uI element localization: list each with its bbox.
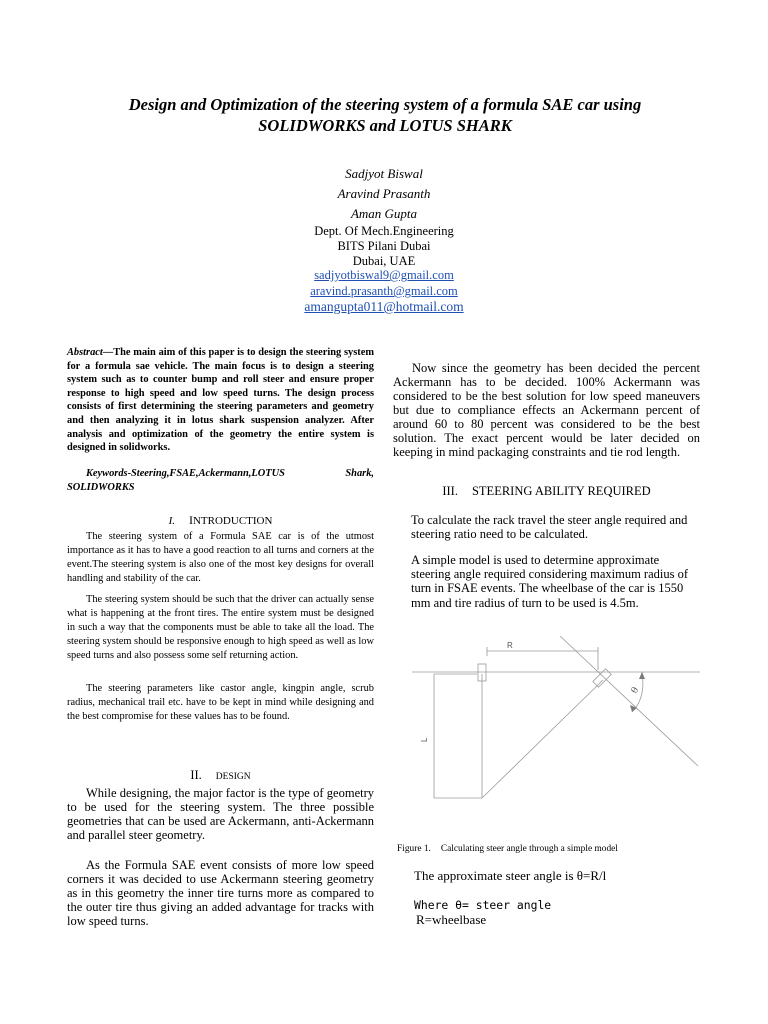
figure-number: Figure 1.	[397, 844, 431, 854]
section-title-initial: I	[188, 513, 193, 527]
section-title: DESIGN	[215, 772, 251, 782]
abstract	[67, 346, 374, 455]
figure-caption	[397, 844, 618, 854]
design-paragraph-1: While designing, the major factor is the type of geometry to be used for the steering system. The three possible geometries that can be used are Ackermann, anti-Ackermann and parallel steer geometry.	[67, 786, 374, 842]
where-line: Where θ= steer angle	[414, 898, 552, 912]
paper-title: Design and Optimization of the steering system of a formula SAE car using SOLIDWORKS and LOTUS SHARK	[128, 95, 642, 135]
intro-paragraph-3: The steering parameters like castor angle, kingpin angle, scrub radius, mechanical trail etc. have to be kept in mind while designing and the best compromise for these values has to be found.	[67, 683, 374, 722]
email-link-2[interactable]: aravind.prasanth@gmail.com	[310, 284, 458, 298]
steer-angle-diagram	[410, 636, 702, 832]
author-2: Aravind Prasanth	[337, 186, 431, 201]
label-l: L	[420, 737, 429, 742]
figure-caption-text: Calculating steer angle through a simple model	[440, 844, 618, 854]
keywords: Keywords-Steering,FSAE,Ackermann,LOTUS Shark, SOLIDWORKS	[67, 468, 374, 493]
section-heading-steering	[393, 484, 700, 499]
section-number: II.	[190, 768, 202, 782]
arrow-head-top	[639, 672, 645, 679]
author-3: Aman Gupta	[350, 206, 418, 221]
affiliation-dept: Dept. Of Mech.Engineering	[314, 224, 454, 238]
section-title-rest: NTRODUCTION	[192, 515, 273, 527]
affiliation-city: Dubai, UAE	[352, 254, 416, 268]
section-number: III.	[442, 484, 458, 498]
abstract-lead: Abstract	[67, 347, 103, 358]
email-link-1[interactable]: sadjyotbiswal9@gmail.com	[314, 268, 454, 282]
ackermann-paragraph: Now since the geometry has been decided the percent Ackermann has to be decided. 100% Ackermann was considered to be the best solution for low speed maneuvers but due to compliance effects an Ackermann percent of around 60 to 80 percent was considered to be the best solution. The exact percent would be later decided on keeping in mind packaging constraints and tie rod length.	[393, 361, 700, 459]
section-heading-design	[67, 768, 374, 783]
section-title: STEERING ABILITY REQUIRED	[471, 484, 651, 498]
affiliation-univ: BITS Pilani Dubai	[337, 239, 431, 253]
intro-paragraph-2: The steering system should be such that the driver can actually sense what is happening at the front tires. The entire system must be designed in such a way that the components must be able to take all the load. The steering system should be responsive enough to high speed as well as low speed turns and also possess some self returning action.	[67, 594, 374, 661]
steering-paragraph-1: To calculate the rack travel the steer angle required and steering ratio need to be calculated.	[411, 513, 688, 542]
email-link-3[interactable]: amangupta011@hotmail.com	[304, 299, 464, 314]
label-theta: θ	[629, 685, 642, 696]
abstract-text: —The main aim of this paper is to design the steering system for a formula sae vehicle. The main focus is to design a steering system such as to counter bump and roll steer and ensure proper response to high speed and low speed turns. The design process consists of first determining the steering parameters and geometry and then analyzing it in lotus shark suspension analyzer. After analysis and optimization of the geometry the entire system is designed in solidworks.	[67, 347, 374, 454]
design-paragraph-2: As the Formula SAE event consists of more low speed corners it was decided to use Ackermann steering geometry as in this geometry the inner tire turns more as compared to the outer tire thus giving an added advantage for tracks with low speed turns.	[67, 858, 374, 928]
section-number: I.	[168, 515, 175, 527]
r-definition-line: R=wheelbase	[416, 912, 487, 927]
section-heading-introduction	[67, 513, 374, 528]
steering-paragraph-2: A simple model is used to determine approximate steering angle required considering maximum radius of turn in FSAE events. The wheelbase of the car is 1550 mm and tire radius of turn to be used is 4.5m.	[411, 553, 689, 610]
author-1: Sadjyot Biswal	[345, 166, 423, 181]
formula-line: The approximate steer angle is θ=R/l	[414, 868, 607, 883]
front-tire	[593, 669, 611, 687]
label-r: R	[507, 641, 513, 650]
intro-paragraph-1: The steering system of a Formula SAE car is of the utmost importance as it has to have a good reaction to all turns and corners at the event.The steering system is also one of the most key designs for overall handling and stability of the car.	[67, 531, 374, 584]
construction-line	[560, 636, 698, 766]
radius-line	[482, 680, 603, 798]
